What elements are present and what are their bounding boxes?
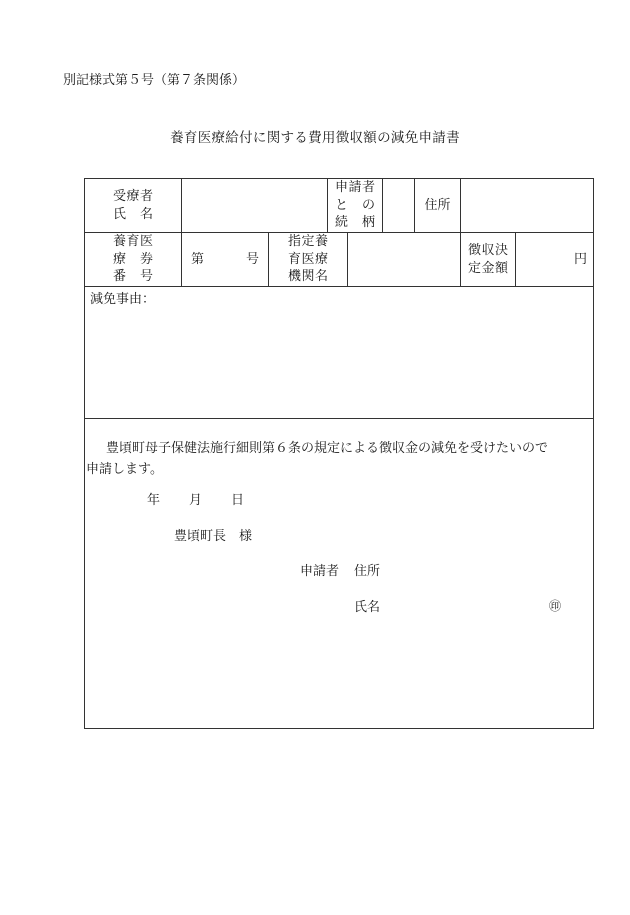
recipient-name-field[interactable] [182, 179, 327, 232]
relation-label: 申請者 と の 続 柄 [335, 180, 375, 231]
address-field[interactable] [461, 179, 593, 232]
relation-field[interactable] [383, 179, 414, 232]
applicant-address-label: 住所 [354, 564, 381, 579]
address-label: 住所 [424, 197, 451, 213]
card-number-prefix: 第 [191, 251, 205, 267]
seal-mark: ㊞ [549, 599, 562, 613]
date-month-label: 月 [189, 493, 203, 508]
designated-institution-label: 指定養 育医療 機関名 [288, 234, 328, 285]
application-statement-line1: 豊頃町母子保健法施行細則第６条の規定による徴収金の減免を受けたいので [106, 441, 549, 456]
addressee: 豊頃町長 様 [174, 529, 253, 544]
applicant-name-field[interactable] [385, 595, 545, 617]
collection-amount-label: 徴収決 定金額 [468, 242, 508, 276]
medical-card-number-field[interactable] [182, 233, 268, 286]
applicant-address-field[interactable] [385, 559, 585, 581]
medical-card-number-label: 養育医 療 券 番 号 [113, 234, 153, 285]
recipient-name-label: 受療者 氏 名 [113, 188, 153, 222]
date-day-label: 日 [231, 493, 245, 508]
card-number-suffix: 号 [245, 251, 259, 267]
row-divider [85, 286, 593, 287]
document-title: 養育医療給付に関する費用徴収額の減免申請書 [170, 130, 460, 146]
date-year-label: 年 [147, 493, 161, 508]
designated-institution-field[interactable] [348, 233, 460, 286]
application-form-table [84, 178, 594, 729]
collection-amount-field[interactable] [516, 233, 593, 286]
reduction-reason-field[interactable] [85, 307, 593, 417]
reduction-reason-label: 減免事由： [90, 292, 156, 307]
form-number: 別記様式第５号（第７条関係） [63, 73, 246, 88]
applicant-name-label: 氏名 [354, 600, 381, 615]
applicant-label: 申請者 [300, 564, 340, 579]
row-divider [85, 418, 593, 419]
application-statement-line2: 申請します。 [86, 462, 163, 477]
yen-unit: 円 [573, 251, 587, 267]
